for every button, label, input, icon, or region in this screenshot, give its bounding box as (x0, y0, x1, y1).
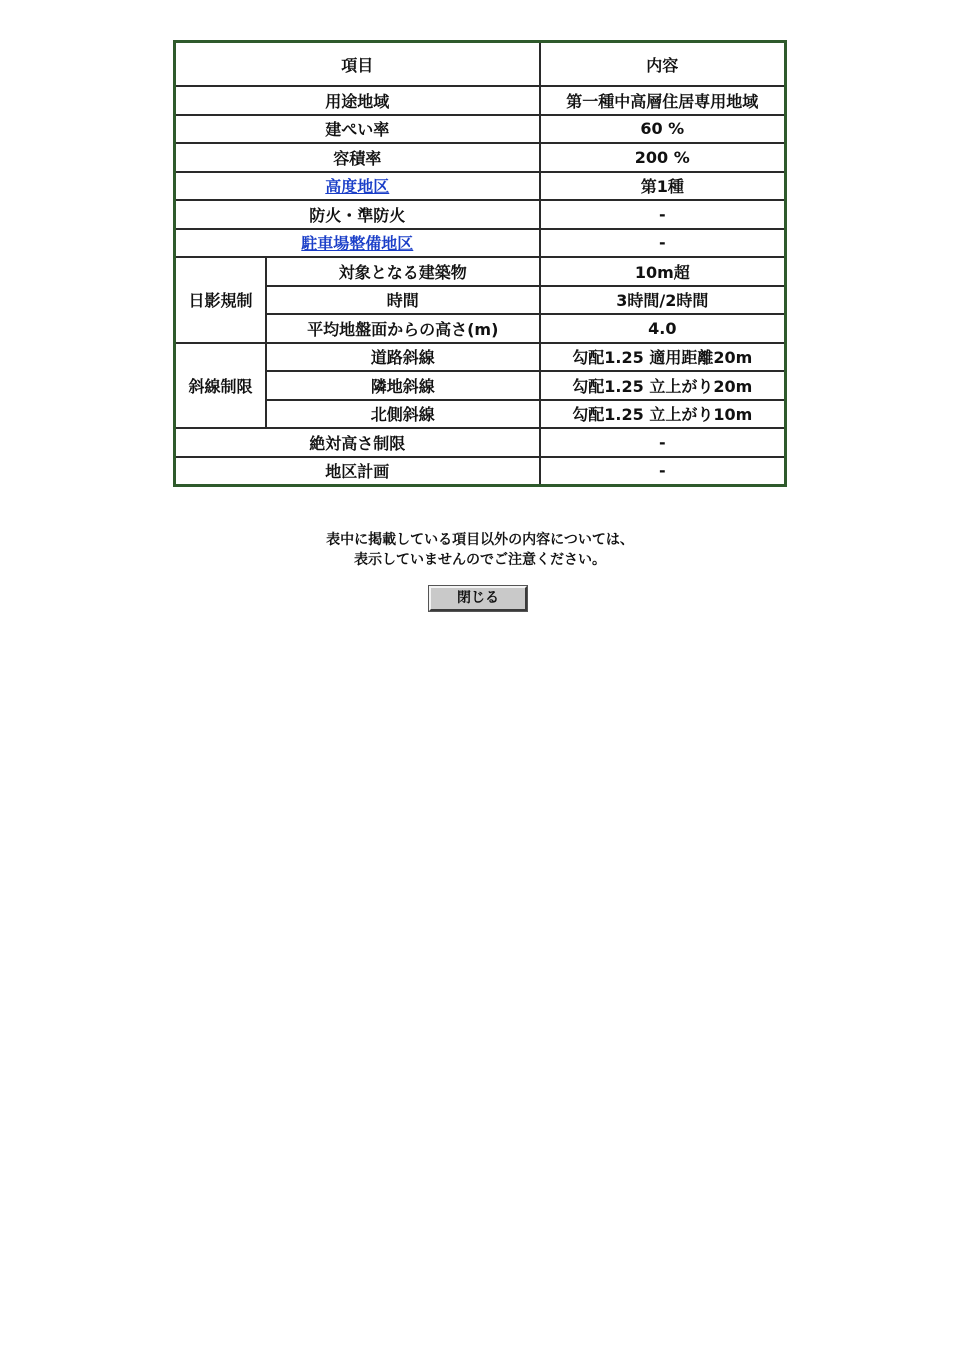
row-label: 用途地域 (175, 86, 540, 115)
row-label: 道路斜線 (266, 343, 540, 372)
row-label: 隣地斜線 (266, 371, 540, 400)
note-line-1: 表中に掲載している項目以外の内容については、 (326, 532, 634, 548)
table-row (175, 86, 786, 115)
row-value: 4.0 (540, 314, 786, 343)
row-label: 絶対高さ制限 (175, 428, 540, 457)
height-district-link[interactable]: 高度地区 (325, 177, 390, 197)
table-row (175, 257, 786, 286)
table-row (175, 115, 786, 144)
table-row (175, 229, 786, 258)
header-content: 内容 (540, 42, 786, 87)
row-value: - (540, 457, 786, 486)
row-label: 対象となる建築物 (266, 257, 540, 286)
row-label: 時間 (266, 286, 540, 315)
table-row (175, 143, 786, 172)
row-value: 第1種 (540, 172, 786, 201)
table-row (175, 400, 786, 429)
table-row (175, 172, 786, 201)
row-label: 地区計画 (175, 457, 540, 486)
row-value: 10m超 (540, 257, 786, 286)
table-row (175, 371, 786, 400)
row-label: 容積率 (175, 143, 540, 172)
table-header-row (175, 42, 786, 87)
row-label: 建ぺい率 (175, 115, 540, 144)
slope-regulation-group-label: 斜線制限 (175, 343, 266, 429)
row-value: 第一種中高層住居専用地域 (540, 86, 786, 115)
row-label-cell (175, 172, 540, 201)
row-value: 3時間/2時間 (540, 286, 786, 315)
row-value: - (540, 200, 786, 229)
table-row (175, 286, 786, 315)
table-row (175, 314, 786, 343)
row-label: 北側斜線 (266, 400, 540, 429)
note-line-2: 表示していませんのでご注意ください。 (354, 552, 606, 568)
row-label: 防火・準防火 (175, 200, 540, 229)
close-button[interactable]: 閉じる (429, 586, 527, 611)
row-value: 勾配1.25 適用距離20m (540, 343, 786, 372)
table-row (175, 343, 786, 372)
table-row (175, 457, 786, 486)
row-value: 勾配1.25 立上がり10m (540, 400, 786, 429)
row-value: - (540, 229, 786, 258)
row-value: 勾配1.25 立上がり20m (540, 371, 786, 400)
row-label-cell (175, 229, 540, 258)
table-row (175, 428, 786, 457)
parking-district-link[interactable]: 駐車場整備地区 (301, 234, 414, 254)
row-value: - (540, 428, 786, 457)
table-row (175, 200, 786, 229)
row-value: 60 % (540, 115, 786, 144)
row-value: 200 % (540, 143, 786, 172)
shadow-regulation-group-label: 日影規制 (175, 257, 266, 343)
zoning-info-table (173, 40, 787, 487)
row-label: 平均地盤面からの高さ(m) (266, 314, 540, 343)
header-item: 項目 (175, 42, 540, 87)
